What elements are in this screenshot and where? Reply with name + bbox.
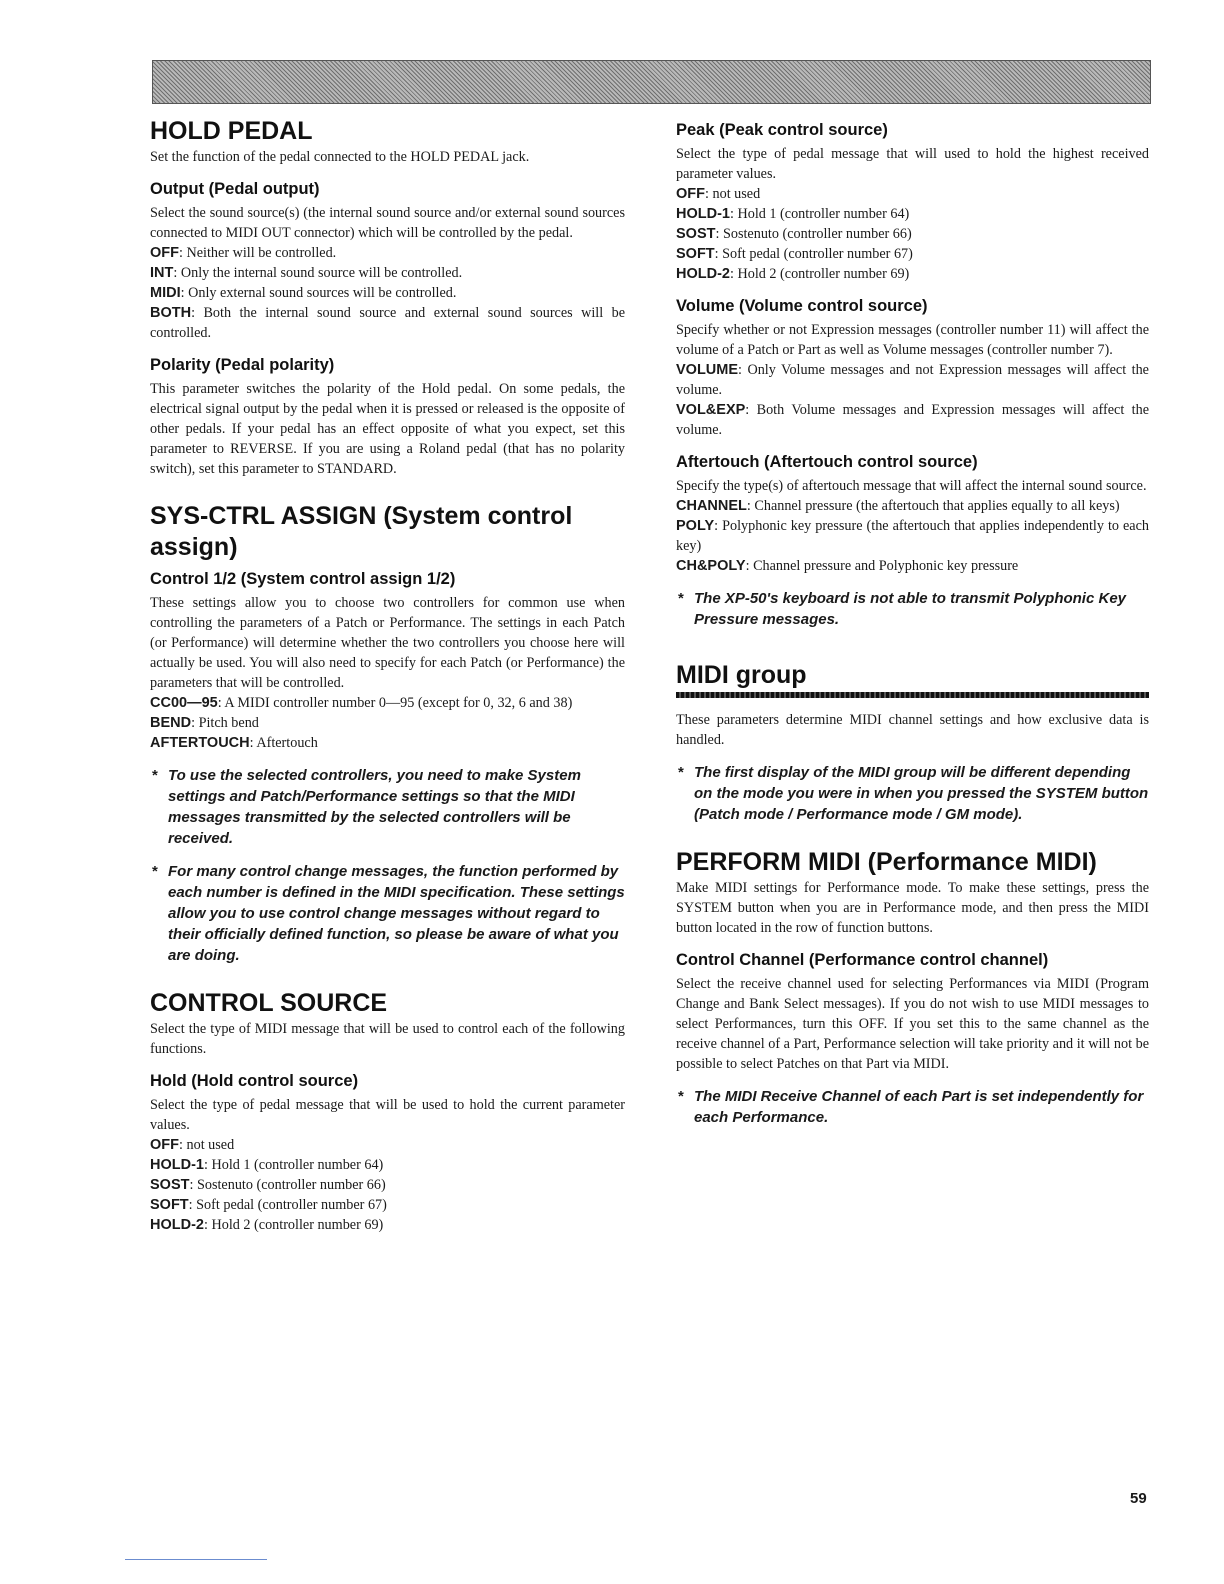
output-heading: Output (Pedal output) (150, 180, 320, 198)
section-rule (676, 692, 1149, 698)
control-channel-heading: Control Channel (Performance control channel) (676, 951, 1049, 969)
option-item: SOFT: Soft pedal (controller number 67) (150, 1197, 387, 1213)
option-item: BEND: Pitch bend (150, 715, 259, 731)
option-item: OFF: not used (150, 1137, 235, 1153)
output-text: Select the sound source(s) (the internal sound source and/or external sound sources connected to MIDI OUT connector) which will be controlled by the pedal. (150, 205, 625, 241)
note: * For many control change messages, the function performed by each number is defined in the MIDI specification. These settings allow you to use control change messages without regard to their officially defined function, so please be aware of what you are doing. (152, 863, 625, 964)
midi-group-text: These parameters determine MIDI channel settings and how exclusive data is handled. (676, 712, 1149, 748)
control-source-intro: Select the type of MIDI message that will be used to control each of the following functions. (150, 1021, 625, 1057)
control-text: These settings allow you to choose two controllers for common use when controlling the parameters of a Patch or Performance. The settings in each Patch (or Performance) will determine whether the two controllers you choose here will actually be used. You will also need to specify for each Patch (or Performance) the parameters that will be controlled. (150, 595, 625, 691)
hold-pedal-title: HOLD PEDAL (150, 117, 313, 145)
right-column (676, 116, 1149, 1128)
header-band (152, 60, 1151, 104)
option-item: HOLD-1: Hold 1 (controller number 64) (676, 206, 910, 222)
polarity-text: This parameter switches the polarity of the Hold pedal. On some pedals, the electrical signal output by the pedal when it is pressed or released is the opposite of other pedals. If your pedal has an effect opposite of what you expect, set this parameter to REVERSE. If you are using a Roland pedal (that has no polarity switch), set this parameter to STANDARD. (150, 381, 625, 477)
midi-group-title: MIDI group (676, 661, 807, 689)
control-channel-text: Select the receive channel used for selecting Performances via MIDI (Program Change and Bank Select messages). If you do not wish to use MIDI messages to select Performances, turn this OFF. If you set this to the same channel as the receive channel of a Part, Performance selection will take priority and it will not be possible to select Patches on that Part via MIDI. (676, 976, 1149, 1072)
option-item: SOST: Sostenuto (controller number 66) (676, 226, 912, 242)
note: * The XP-50's keyboard is not able to transmit Polyphonic Key Pressure messages. (678, 590, 1127, 628)
option-item: BOTH: Both the internal sound source and external sound sources will be controlled. (150, 305, 625, 341)
aftertouch-heading: Aftertouch (Aftertouch control source) (676, 453, 978, 471)
option-item: HOLD-2: Hold 2 (controller number 69) (676, 266, 910, 282)
option-item: CHANNEL: Channel pressure (the aftertouch that applies equally to all keys) (676, 498, 1120, 514)
option-item: HOLD-1: Hold 1 (controller number 64) (150, 1157, 384, 1173)
hold-text: Select the type of pedal message that will be used to hold the current parameter values. (150, 1097, 625, 1133)
volume-heading: Volume (Volume control source) (676, 297, 928, 315)
hold-pedal-intro: Set the function of the pedal connected to the HOLD PEDAL jack. (150, 149, 530, 165)
option-item: VOLUME: Only Volume messages and not Expression messages will affect the volume. (676, 362, 1149, 398)
sys-ctrl-title: SYS-CTRL ASSIGN (System control assign) (150, 502, 573, 561)
peak-text: Select the type of pedal message that will used to hold the highest received parameter values. (676, 146, 1149, 182)
option-item: POLY: Polyphonic key pressure (the aftertouch that applies independently to each key) (676, 518, 1149, 554)
option-item: OFF: not used (676, 186, 761, 202)
option-item: SOST: Sostenuto (controller number 66) (150, 1177, 386, 1193)
polarity-heading: Polarity (Pedal polarity) (150, 356, 335, 374)
perform-midi-text: Make MIDI settings for Performance mode. To make these settings, press the SYSTEM button when you are in Performance mode, and then press the MIDI button located in the row of function buttons. (676, 880, 1149, 936)
option-item: MIDI: Only external sound sources will be controlled. (150, 285, 457, 301)
option-item: VOL&EXP: Both Volume messages and Expression messages will affect the volume. (676, 402, 1149, 438)
option-item: CH&POLY: Channel pressure and Polyphonic key pressure (676, 558, 1019, 574)
hold-heading: Hold (Hold control source) (150, 1072, 359, 1090)
option-item: INT: Only the internal sound source will be controlled. (150, 265, 463, 281)
left-column (150, 116, 625, 1235)
volume-text: Specify whether or not Expression messages (controller number 11) will affect the volume of a Patch or Part as well as Volume messages (controller number 7). (676, 322, 1149, 358)
option-item: SOFT: Soft pedal (controller number 67) (676, 246, 913, 262)
midi-group-section (676, 660, 1149, 825)
aftertouch-text: Specify the type(s) of aftertouch message that will affect the internal sound source. (676, 478, 1147, 494)
note: * The first display of the MIDI group will be different depending on the mode you were in when you pressed the SYSTEM button (Patch mode / Performance mode / GM mode). (678, 764, 1149, 823)
control-source-title: CONTROL SOURCE (150, 989, 388, 1017)
perform-midi-title: PERFORM MIDI (Performance MIDI) (676, 848, 1097, 876)
option-item: CC00—95: A MIDI controller number 0—95 (except for 0, 32, 6 and 38) (150, 695, 573, 711)
page-number: 59 (1130, 1490, 1147, 1507)
option-item: AFTERTOUCH: Aftertouch (150, 735, 318, 751)
option-item: OFF: Neither will be controlled. (150, 245, 337, 261)
control-heading: Control 1/2 (System control assign 1/2) (150, 570, 456, 588)
note: * The MIDI Receive Channel of each Part is set independently for each Performance. (678, 1088, 1144, 1126)
bottom-rule (125, 1559, 267, 1560)
option-item: HOLD-2: Hold 2 (controller number 69) (150, 1217, 384, 1233)
note: * To use the selected controllers, you need to make System settings and Patch/Performance settings so that the MIDI messages transmitted by the selected controllers will be received. (152, 767, 581, 847)
peak-heading: Peak (Peak control source) (676, 121, 888, 139)
